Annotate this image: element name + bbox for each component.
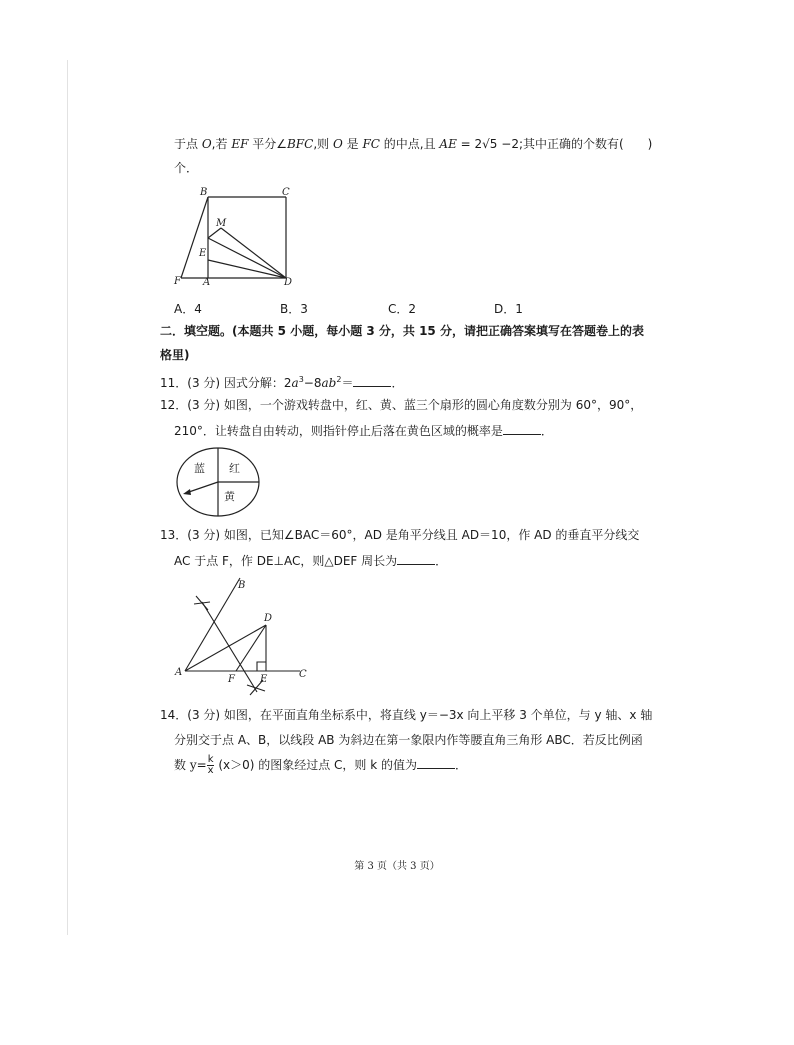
q14-answer-blank <box>417 756 455 769</box>
q14-line-2: 分别交于点 A、B，以线段 AB 为斜边在第一象限内作等腰直角三角形 ABC．若反比例函 <box>174 733 643 747</box>
q13-label-A: A <box>175 667 183 678</box>
page-footer: 第 3 页（共 3 页） <box>354 861 440 872</box>
page-margin-line <box>67 60 68 935</box>
q13-line-2: AC 于点 F，作 DE⊥AC，则△DEF 周长为 ． <box>174 554 448 568</box>
q13-label-B: B <box>238 580 246 591</box>
section-heading-line-1: 二．填空题。(本题共 5 小题，每小题 3 分，共 15 分，请把正确答案填写在答题卷上的表 <box>160 324 644 338</box>
q11-text: 11．(3 分) 因式分解：$2a^3-8ab^2=$ ． <box>160 375 404 390</box>
q10-option-d: D．1 <box>494 302 523 316</box>
q10-label-C: C <box>282 187 290 198</box>
section-heading-line-2: 格里) <box>160 348 190 362</box>
q10-label-F: F <box>174 276 181 287</box>
q12-line-2: 210°．让转盘自由转动，则指针停止后落在黄色区域的概率是 ． <box>174 424 553 438</box>
q12-sector-blue-label: 蓝 <box>194 462 205 475</box>
q12-answer-blank <box>503 422 541 435</box>
q10-label-D: D <box>284 277 293 288</box>
q13-label-D: D <box>264 613 273 624</box>
q10-label-E: E <box>199 248 207 259</box>
q10-label-B: B <box>200 187 208 198</box>
q13-label-F: F <box>228 674 235 685</box>
q10-square-figure <box>168 184 298 290</box>
q12-sector-red-label: 红 <box>229 462 240 475</box>
q13-line-1: 13．(3 分) 如图，已知∠BAC＝60°，AD 是角平分线且 AD＝10，作 AD 的垂直平分线交 <box>160 528 640 542</box>
q11-answer-blank <box>353 374 391 387</box>
q14-line-3: 数 y= $\frac{k}{x}$ (x＞0) 的图象经过点 C，则 k 的值为 ． <box>174 754 468 776</box>
q13-angle-figure <box>172 574 322 700</box>
q14-fraction: $\frac{k}{x}$ <box>207 754 214 776</box>
q14-line-1: 14．(3 分) 如图，在平面直角坐标系中，将直线 y＝−3x 向上平移 3 个单位，与 y 轴、x 轴 <box>160 708 653 722</box>
q10-label-A: A <box>203 277 211 288</box>
q10-label-M: M <box>216 218 227 229</box>
q10-option-b: B．3 <box>280 302 308 316</box>
q13-answer-blank <box>397 552 435 565</box>
q10-option-a: A．4 <box>174 302 202 316</box>
q12-sector-yellow-label: 黄 <box>224 490 235 503</box>
q12-line-1: 12．(3 分) 如图，一个游戏转盘中，红、黄、蓝三个扇形的圆心角度数分别为 60°，90°， <box>160 398 643 412</box>
q12-spinner-figure <box>172 444 266 520</box>
q10-line-1: 于点 O,若 EF 平分∠BFC,则 O 是 FC 的中点,且 AE = 2√5 −2;其中正确的个数有( ) <box>174 137 653 151</box>
q10-line-2: 个． <box>174 161 199 175</box>
q10-option-c: C．2 <box>388 302 417 316</box>
q13-label-E: E <box>260 674 268 685</box>
q13-label-C: C <box>299 669 307 680</box>
